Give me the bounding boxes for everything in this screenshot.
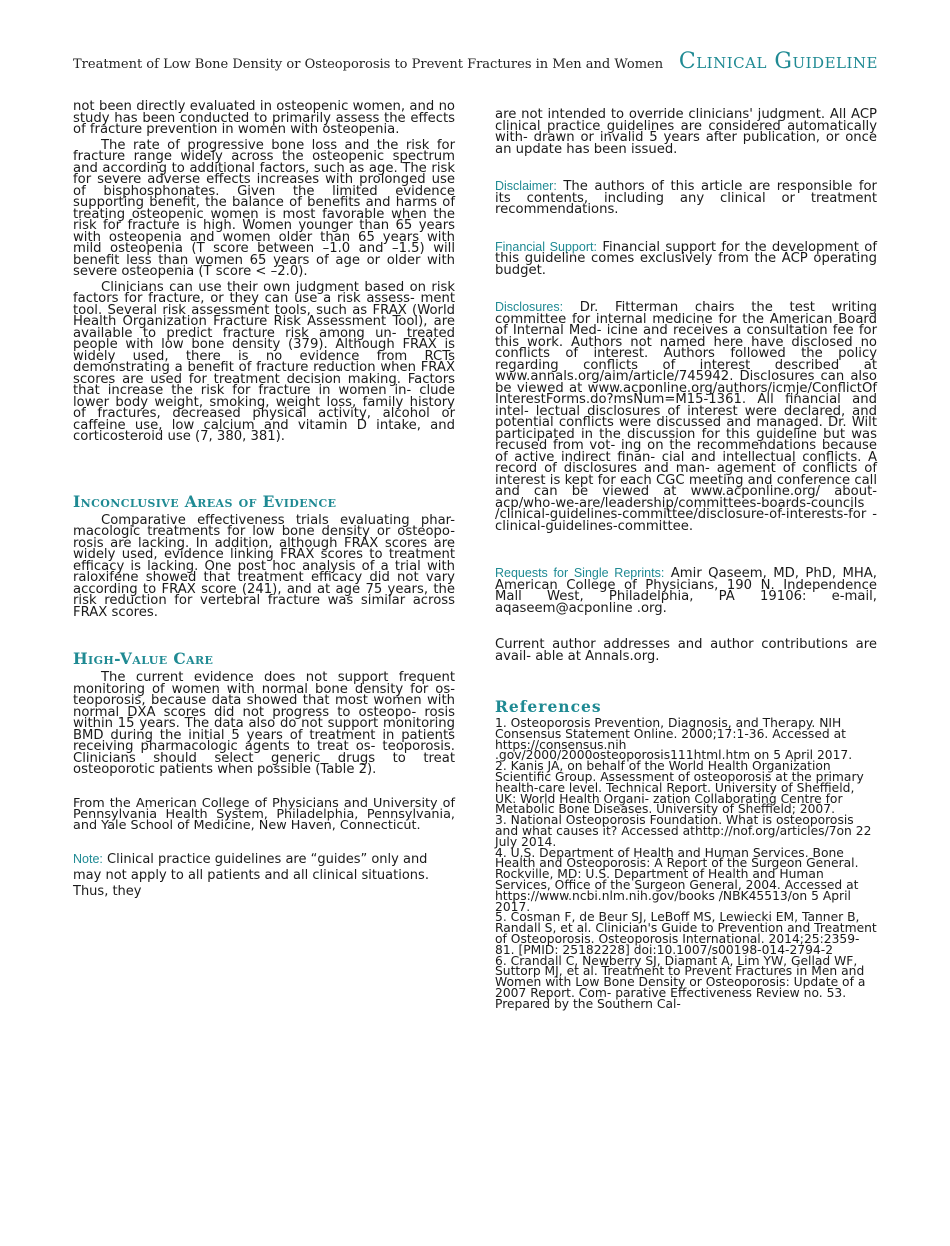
reprints-paragraph: [495, 568, 877, 614]
note-paragraph: [73, 851, 455, 900]
high-value-paragraph: The current evidence does not support frequent monitoring of women with normal bone density for os- teoporosis, because data showed that most women with normal DXA scores did not progress to osteopo- rosis within 15 years. The data also do not support monitoring BMD during the initial 5 years of treatment in patients receiving pharmacologic agents to treat os- teoporosis. Clinicians should select generic drugs to treat osteoporotic patients when possible (Table 2).: [73, 670, 455, 777]
reference-item: 2. Kanis JA, on behalf of the World Health Organization Scientific Group. Assessment of osteoporosis at the primary health-care level. Technical Report. University of Sheffield, UK: World Health Organi- zation Collaborating Centre for Metabolic Bone Diseases. University of Sheffield; 2007.: [495, 759, 864, 817]
note-label: Note:: [73, 852, 103, 867]
reference-item: 6. Crandall C, Newberry SJ, Diamant A, Lim YW, Gellad WF, Suttorp MJ, et al. Treatment to Prevent Fractures in Men and Women with Low Bone Density or Osteoporosis: Update of a 2007 Report. Com- parative Effectiveness Review no. 53. Prepared by the Southern Cal-: [495, 953, 866, 1011]
paragraph-3: Clinicians can use their own judgment based on risk factors for fracture, or they can use a risk assess- ment tool. Several risk assessment tools, such as FRAX (World Health Organization Fracture Risk Assessment Tool), are available to predict fracture risk among un- treated people with low bone density (379). Although FRAX is widely used, there is no evidence from RCTs demonstrating a benefit of fracture reduction when FRAX scores are used for treatment decision making. Factors that increase the risk for fracture in women in- clude lower body weight, smoking, weight loss, family history of fractures, decreased physical activity, alcohol or caffeine use, low calcium and vitamin D intake, and corticosteroid use (7, 380, 381).: [73, 279, 455, 444]
references-heading: References: [495, 697, 602, 716]
financial-paragraph: [495, 239, 877, 278]
author-addresses: Current author addresses and author contributions are avail- able at Annals.org.: [495, 637, 877, 664]
reference-item: 5. Cosman F, de Beur SJ, LeBoff MS, Lewiecki EM, Tanner B, Randall S, et al. Clinician's Guide to Prevention and Treatment of Osteoporosis. Osteoporosis International. 2014;25:2359-81. [PMID: 25182228] doi:10.1007/s00198-014-2794-2: [495, 910, 877, 957]
disclosures-paragraph: [495, 302, 877, 532]
reprints-text: Amir Qaseem, MD, PhD, MHA, American College of Physicians, 190 N. Independence Mall West, Philadelphia, PA 19106: e-mail, aqaseem@acponline .org.: [495, 566, 877, 616]
running-title: Treatment of Low Bone Density or Osteoporosis to Prevent Fractures in Men and Women: [73, 57, 664, 72]
reference-item: 4. U.S. Department of Health and Human Services. Bone Health and Osteoporosis: A Report of the Surgeon General. Rockville, MD: U.S. Department of Health and Human Services, Office of the Surgeon General, 2004. Accessed at https://www.ncbi.nlm.nih.gov/books /NBK45513/on 5 April 2017.: [495, 845, 859, 914]
references-list: [495, 718, 877, 1010]
paragraph-2: The rate of progressive bone loss and the risk for fracture range widely across the osteopenic spectrum and according to additional factors, such as age. The risk for severe adverse effects increases with prolonged use of bisphosphonates. Given the limited evidence supporting benefit, the balance of benefits and harms of treating osteopenic women is most favorable when the risk for fracture is high. Women younger than 65 years with osteopenia and women older than 65 years with mild osteopenia (T score between –1.0 and –1.5) will benefit less than women 65 years of age or older with severe osteopenia (T score < –2.0).: [73, 137, 455, 279]
left-column: [73, 101, 455, 900]
continued-paragraph: are not intended to override clinicians' judgment. All ACP clinical practice guidelines are considered automatically with- drawn or invalid 5 years after publication, or once an update has been issued.: [495, 107, 877, 157]
disclosures-label: Disclosures:: [495, 300, 564, 314]
affiliation: From the American College of Physicians and University of Pennsylvania Health System, Philadelphia, Pennsylvania, and Yale School of Medicine, New Haven, Connecticut.: [73, 795, 455, 834]
paragraph-1: not been directly evaluated in osteopenic women, and no study has been conducted to primarily assess the effects of fracture prevention in women with osteopenia.: [73, 99, 455, 137]
inconclusive-heading: Inconclusive Areas of Evidence: [73, 491, 337, 511]
financial-text: Financial support for the development of this guideline comes exclusively from the ACP operating budget.: [495, 239, 877, 278]
high-value-heading: High-Value Care: [73, 649, 214, 668]
disclaimer-paragraph: [495, 181, 877, 216]
disclosures-text: Dr. Fitterman chairs the test writing committee for internal medicine for the American Board of Internal Med- icine and receives a consultation fee for this work. Authors not named here have disclosed no conflicts of interest. Authors followed the policy regarding conflicts of interest described at www.annals.org/aim/article/745942. Disclosures can also be viewed at www.acponline.org/authors/icmje/ConflictOf InterestForms.do?msNum=M15-1361. All financial and intel- lectual disclosures of interest were declared, and potential conflicts were discussed and managed. Dr. Wilt participated in the discussion for this guideline but was recused from vot- ing on the recommendations because of active indirect finan- cial and intellectual conflicts. A record of disclosures and man- agement of conflicts of interest is kept for each CGC meeting and conference call and can be viewed at www.acponline.org/ about-acp/who-we-are/leadership/committees-boards-councils /clinical-guidelines-committee/disclosure-of-interests-for -clinical-guidelines-committee.: [495, 300, 877, 534]
financial-label: Financial Support:: [495, 239, 597, 254]
disclaimer-label: Disclaimer:: [495, 179, 557, 193]
section-label: Clinical Guideline: [678, 49, 878, 74]
reprints-label: Requests for Single Reprints:: [495, 566, 665, 580]
right-column: [495, 109, 877, 1010]
reference-item: 1. Osteoporosis Prevention, Diagnosis, and Therapy. NIH Consensus Statement Online. 2000;17:1-36. Accessed at https://consensus.nih .gov/2000/2000osteoporosis111html.htm on 5 April 2017.: [495, 716, 853, 763]
reference-item: 3. National Osteoporosis Foundation. What is osteoporosis and what causes it? Accessed athttp://nof.org/articles/7on 22 July 2014.: [495, 813, 872, 849]
disclaimer-text: The authors of this article are responsible for its contents, including any clinical or treatment recommendations.: [495, 179, 877, 217]
inconclusive-paragraph: Comparative effectiveness trials evaluating phar- macologic treatments for low bone density or osteopo- rosis are lacking. In addition, although FRAX scores are widely used, evidence linking FRAX scores to treatment efficacy is lacking. One post hoc analysis of a trial with raloxifene showed that treatment efficacy did not vary according to FRAX score (241), and at age 75 years, the risk reduction for vertebral fracture was similar across FRAX scores.: [73, 512, 455, 620]
note-text: Clinical practice guidelines are “guides” only and may not apply to all patients and all clinical situations. Thus, they: [73, 852, 429, 900]
